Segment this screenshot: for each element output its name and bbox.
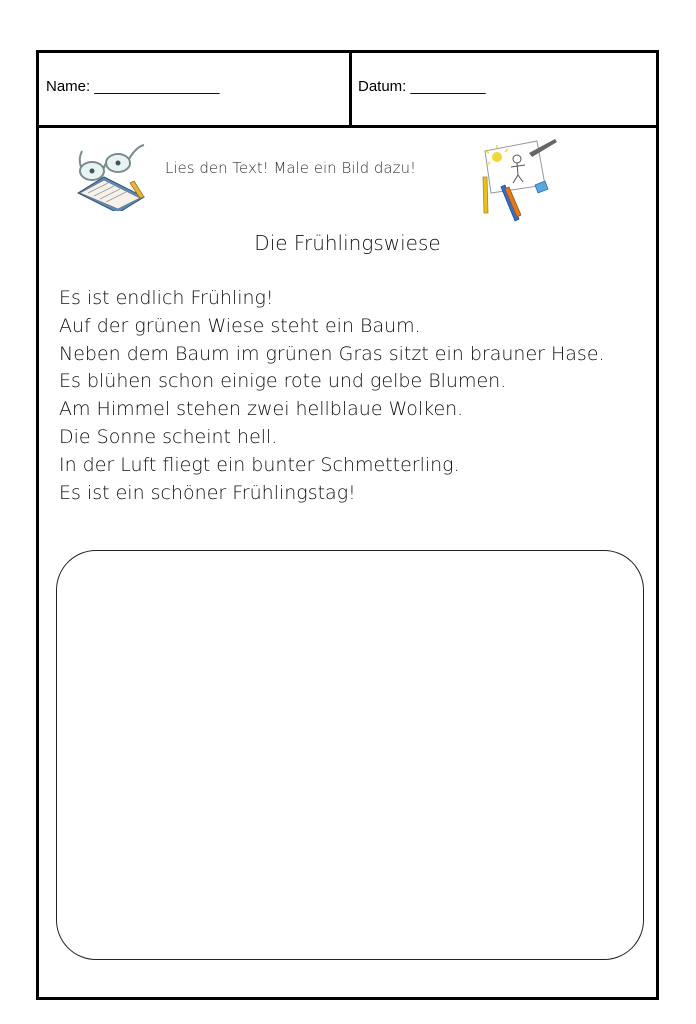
worksheet (36, 50, 659, 1000)
story-line: Neben dem Baum im grünen Gras sitzt ein brauner Hase. (59, 342, 605, 365)
drawing-pencils-icon (479, 139, 559, 225)
name-field[interactable]: Name: _______________ (46, 78, 220, 95)
date-field[interactable]: Datum: _________ (358, 78, 486, 95)
header-row (39, 53, 656, 128)
glasses-book-icon (74, 141, 146, 211)
story-title: Die Frühlingswiese (254, 231, 441, 255)
story-line: Es ist endlich Frühling! (59, 287, 274, 309)
story-text (59, 285, 605, 507)
instruction-text: Lies den Text! Male ein Bild dazu! (165, 159, 417, 177)
story-line: Es blühen schon einige rote und gelbe Blumen. (59, 370, 507, 393)
story-line: Am Himmel stehen zwei hellblaue Wolken. (59, 398, 464, 421)
story-line: Auf der grünen Wiese steht ein Baum. (59, 314, 421, 337)
drawing-area[interactable] (56, 550, 644, 960)
story-line: Die Sonne scheint hell. (59, 425, 278, 448)
story-line: In der Luft fliegt ein bunter Schmetterling. (59, 453, 460, 476)
header-divider (349, 53, 352, 125)
story-line: Es ist ein schöner Frühlingstag! (59, 481, 356, 504)
